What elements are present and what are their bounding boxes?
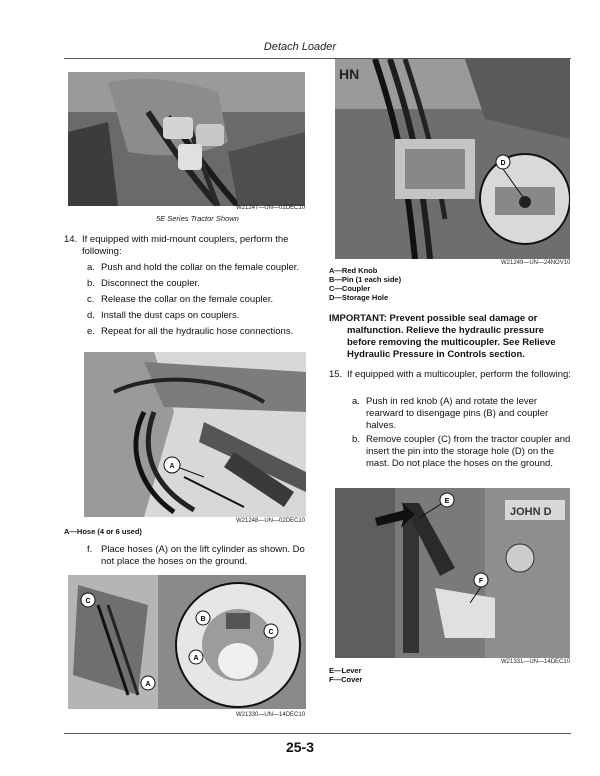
sub-letter: a. <box>352 396 360 407</box>
sub-text: Place hoses (A) on the lift cylinder as shown. Do not place the hoses on the ground. <box>101 544 305 567</box>
figure-id: W21330—UN—14DEC10 <box>236 712 306 718</box>
step-14a <box>87 262 327 274</box>
svg-text:JOHN D: JOHN D <box>510 506 552 518</box>
sub-text: Push in red knob (A) and rotate the lever rearward to disengage pins (B) and coupler halves. <box>366 396 549 431</box>
callout-a: A <box>193 655 199 662</box>
legend-item: E—Lever <box>329 666 362 675</box>
photo-tractor-couplers <box>68 72 305 206</box>
figure-id: W21247—UN—02DEC10 <box>236 205 306 211</box>
sub-text: Release the collar on the female coupler. <box>101 294 274 305</box>
step-text: If equipped with a multicoupler, perform the following: <box>347 369 571 380</box>
sub-text: Disconnect the coupler. <box>101 278 200 289</box>
legend-item: C—Coupler <box>329 284 371 293</box>
sub-text: Push and hold the collar on the female coupler. <box>101 262 300 273</box>
callout-e: E <box>444 498 450 505</box>
step-14c <box>87 294 327 306</box>
page-header: Detach Loader <box>263 41 337 53</box>
step-number: 15. <box>329 369 343 380</box>
step-14d <box>87 310 327 322</box>
photo-hoses-lift-cylinder <box>84 352 306 517</box>
step-f <box>87 544 317 568</box>
callout-d: D <box>500 160 506 167</box>
sub-text: Repeat for all the hydraulic hose connections. <box>101 326 294 337</box>
legend-coupler <box>329 266 401 302</box>
callout-f: F <box>478 578 484 585</box>
footer-rule <box>64 733 571 734</box>
figure-caption: 5E Series Tractor Shown <box>156 214 239 223</box>
photo-multicoupler-storage <box>335 59 570 259</box>
sub-letter: b. <box>87 278 95 289</box>
sub-letter: d. <box>87 310 95 321</box>
sub-letter: e. <box>87 326 95 337</box>
step-14 <box>64 234 312 258</box>
step-14e <box>87 326 327 338</box>
legend-item: A—Red Knob <box>329 266 378 275</box>
callout-a: A <box>169 463 175 470</box>
callout-c: C <box>85 598 91 605</box>
step-number: 14. <box>64 234 78 245</box>
figure-id: W21248—UN—02DEC10 <box>236 518 306 524</box>
sub-text: Install the dust caps on couplers. <box>101 310 240 321</box>
callout-c: C <box>268 629 274 636</box>
sub-text: Remove coupler (C) from the tractor coupler and insert the pin into the storage hole (D) on the mast. Do not place the hoses on the ground. <box>366 434 571 469</box>
important-notice: IMPORTANT: Prevent possible seal damage or malfunction. Relieve the hydraulic pressure before removing the multicoupler. See Relieve Hydraulic Pressure in Controls section. <box>329 313 556 360</box>
figure-id: W21331—UN—14DEC10 <box>501 659 571 665</box>
sub-letter: c. <box>87 294 95 305</box>
step-15b <box>352 434 574 470</box>
callout-a: A <box>145 681 151 688</box>
legend-item: A—Hose (4 or 6 used) <box>64 527 142 536</box>
figure-id: W21249—UN—24NOV10 <box>501 260 571 266</box>
legend-item: B—Pin (1 each side) <box>329 275 402 284</box>
legend-lever <box>329 666 362 684</box>
step-14b <box>87 278 327 290</box>
step-15a <box>352 396 574 432</box>
sub-letter: b. <box>352 434 360 445</box>
photo-multicoupler-detail <box>68 575 306 709</box>
sub-letter: f. <box>87 544 93 555</box>
legend-hose <box>64 527 142 536</box>
svg-text:HN: HN <box>339 66 360 82</box>
step-15 <box>329 369 574 381</box>
step-text: If equipped with mid-mount couplers, perform the following: <box>82 234 289 257</box>
legend-item: F—Cover <box>329 675 363 684</box>
photo-lever-cover <box>335 488 570 658</box>
legend-item: D—Storage Hole <box>329 293 389 302</box>
page-number: 25-3 <box>285 739 315 755</box>
sub-letter: a. <box>87 262 95 273</box>
callout-b: B <box>200 616 206 623</box>
